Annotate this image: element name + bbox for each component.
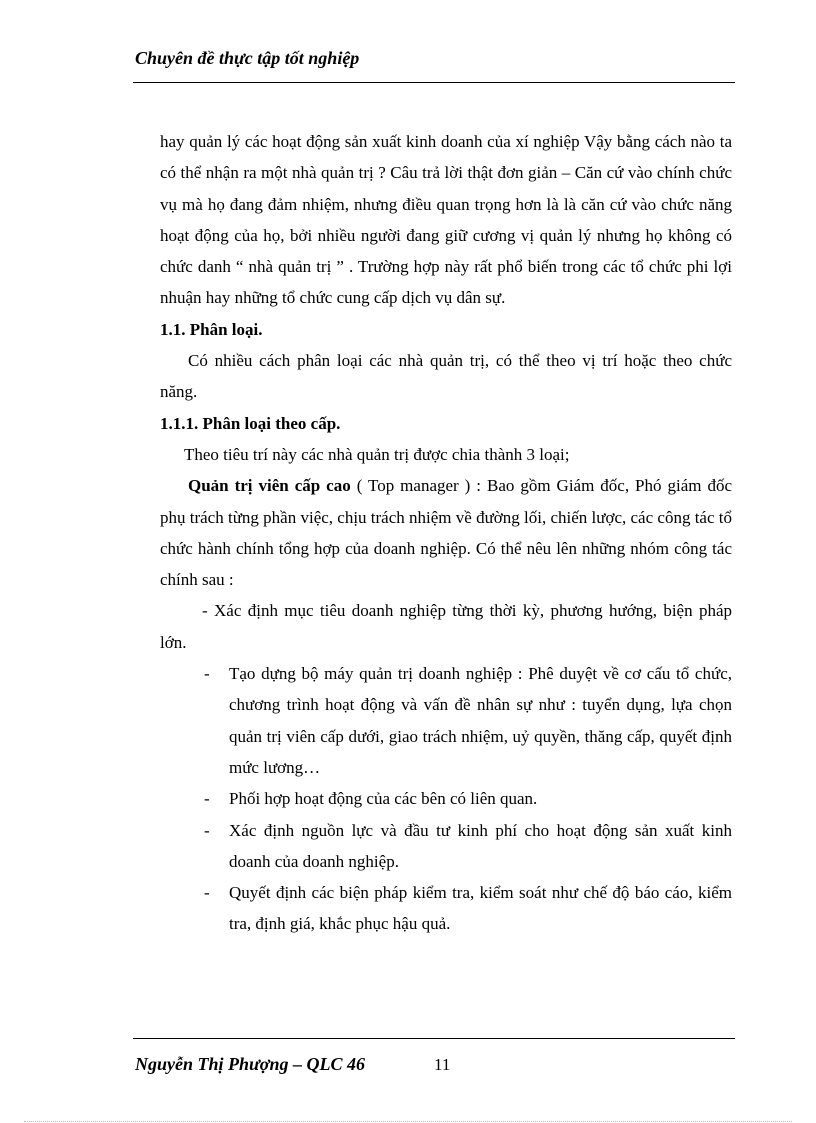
top-manager-description: ( Top manager ) : Bao gồm Giám đốc, Phó giám đốc phụ trách từng phần việc, chịu trách nhiệm về đường lối, chiến lược, các công tác tổ chức hành chính tổng hợp của doanh nghiệp. Có thể nêu lên những nhóm công tác chính sau :	[160, 476, 732, 590]
list-item	[204, 658, 732, 783]
paragraph-top-manager	[160, 470, 732, 595]
paragraph-classification: Có nhiều cách phân loại các nhà quản trị, có thể theo vị trí hoặc theo chức năng.	[160, 351, 732, 402]
bullet-dash: -	[204, 883, 210, 903]
bullet-dash: -	[204, 820, 210, 840]
list-item-text: Tạo dựng bộ máy quản trị doanh nghiệp : Phê duyệt về cơ cấu tổ chức, chương trình hoạt động và vấn đề nhân sự như : tuyển dụng, lựa chọn quản trị viên cấp dưới, giao trách nhiệm, uỷ quyền, thăng cấp, quyết định mức lương…	[229, 664, 732, 777]
footer-rule	[133, 1038, 735, 1039]
document-body	[160, 126, 732, 940]
page-header-title: Chuyên đề thực tập tốt nghiệp	[135, 48, 360, 68]
paragraph-intro: hay quản lý các hoạt động sản xuất kinh doanh của xí nghiệp Vậy bằng cách nào ta có thể nhận ra một nhà quản trị ? Câu trả lời thật đơn giản – Căn cứ vào chính chức vụ mà họ đang đảm nhiệm, nhưng điều quan trọng hơn là là căn cứ vào chức năng hoạt động của họ, bởi nhiều người đang giữ cương vị quản lý nhưng họ không có chức danh “ nhà quản trị ” . Trường hợp này rất phổ biến trong các tổ chức phi lợi nhuận hay những tổ chức cung cấp dịch vụ dân sự.	[160, 132, 732, 308]
bullet-dash: -	[204, 789, 210, 809]
term-top-manager: Quản trị viên cấp cao	[188, 476, 351, 496]
bullet-dash: -	[204, 664, 210, 684]
paragraph-criteria: Theo tiêu trí này các nhà quản trị được chia thành 3 loại;	[184, 444, 570, 464]
footer-author: Nguyễn Thị Phượng – QLC 46	[135, 1054, 365, 1074]
list-item	[204, 783, 732, 814]
heading-1-1: 1.1. Phân loại.	[160, 319, 263, 339]
list-item	[204, 877, 732, 940]
list-item-text: Phối hợp hoạt động của các bên có liên quan.	[229, 789, 538, 809]
heading-1-1-1: 1.1.1. Phân loại theo cấp.	[160, 413, 341, 433]
page-bottom-divider	[24, 1121, 792, 1122]
list-item	[204, 815, 732, 878]
page-number: 11	[434, 1055, 451, 1074]
header-rule	[133, 82, 735, 83]
list-item-text: Xác định nguồn lực và đầu tư kinh phí cho hoạt động sản xuất kinh doanh của doanh nghiệp.	[229, 820, 732, 871]
list-item-text: Quyết định các biện pháp kiểm tra, kiểm soát như chế độ báo cáo, kiểm tra, định giá, khắc phục hậu quả.	[229, 883, 732, 934]
list-item-dash-1: - Xác định mục tiêu doanh nghiệp từng thời kỳ, phương hướng, biện pháp lớn.	[160, 601, 732, 652]
